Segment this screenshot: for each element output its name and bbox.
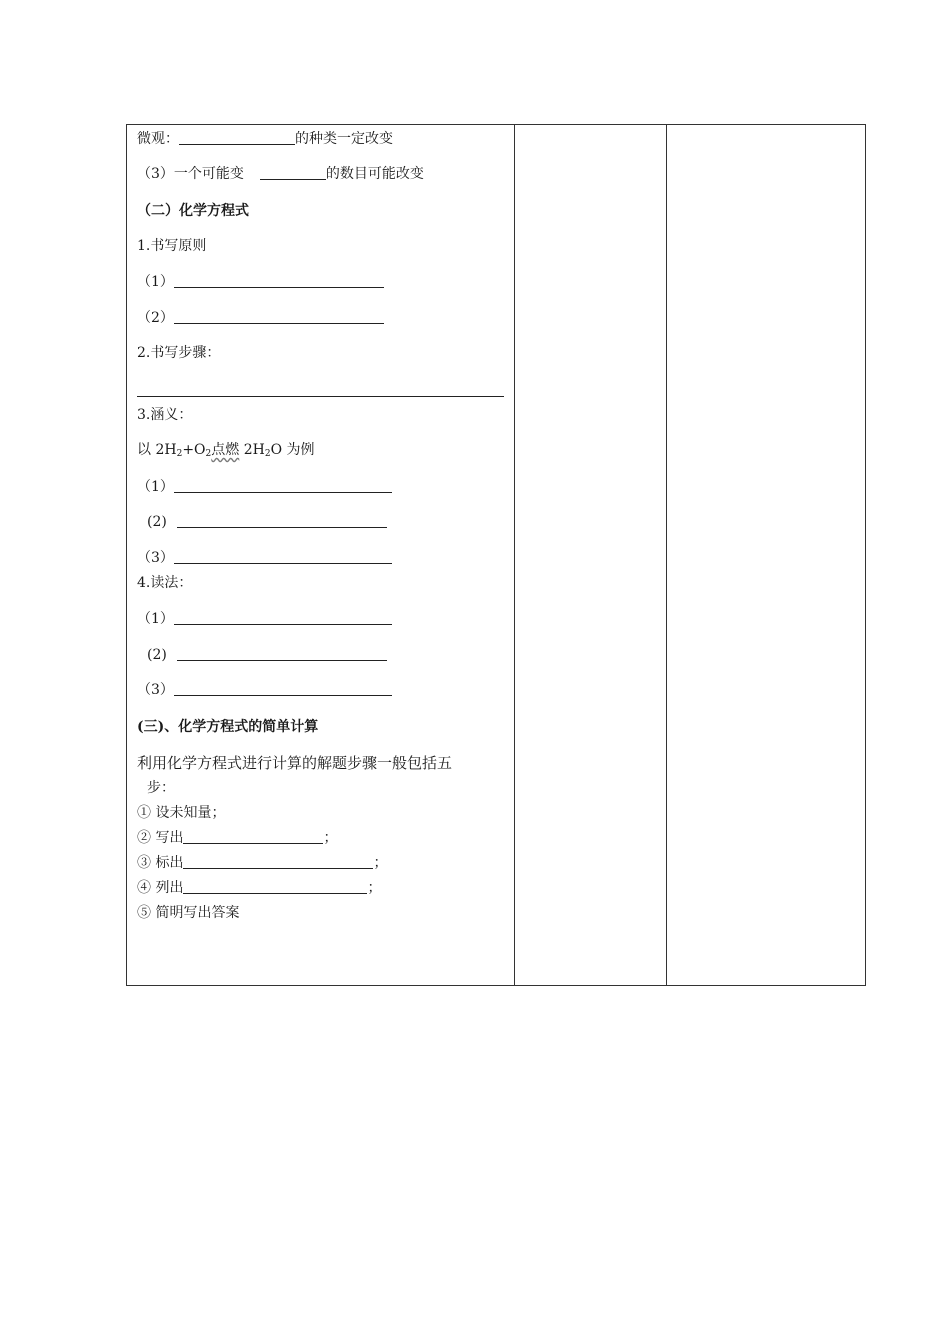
calc-step-3-suffix: ； — [373, 855, 388, 871]
calc-step-2-suffix: ； — [323, 830, 338, 846]
writing-steps-heading: 2.书写步骤： — [137, 345, 221, 361]
meaning-blank-1[interactable] — [174, 478, 392, 493]
item3-prefix: （3）一个可能变 — [137, 166, 244, 182]
item3-line — [137, 165, 424, 183]
calc-step-4 — [137, 879, 381, 897]
worksheet-table — [126, 124, 866, 986]
section3-title: (三)、化学方程式的简单计算 — [137, 719, 319, 735]
principle-item-1 — [137, 273, 384, 291]
calc-step-2 — [137, 829, 337, 847]
reading-item-2 — [137, 646, 387, 664]
calc-step-5: ⑤ 简明写出答案 — [137, 905, 240, 921]
reading-blank-1[interactable] — [174, 610, 392, 625]
calc-step-3 — [137, 854, 387, 872]
item3-blank[interactable] — [260, 165, 326, 180]
meaning-item-3 — [137, 549, 392, 567]
eq-mid: +O — [182, 442, 206, 458]
calc-step-1: ① 设未知量； — [137, 805, 226, 821]
meaning-item-1 — [137, 478, 392, 496]
calc-step-4-prefix: ④ 列出 — [137, 880, 184, 896]
calc-step-3-prefix: ③ 标出 — [137, 855, 184, 871]
meaning-item-3-label: （3） — [137, 550, 174, 566]
reading-blank-2[interactable] — [177, 646, 387, 661]
content-column — [127, 125, 515, 985]
eq-prefix: 以 2H — [137, 442, 177, 458]
column-divider-2 — [666, 125, 667, 985]
meaning-item-1-label: （1） — [137, 479, 174, 495]
calc-step-2-blank[interactable] — [183, 829, 323, 844]
principle-item-2-label: （2） — [137, 310, 174, 326]
meaning-blank-2[interactable] — [177, 513, 387, 528]
reading-item-1 — [137, 610, 392, 628]
reading-item-1-label: （1） — [137, 611, 174, 627]
eq-product: 2H — [239, 442, 265, 458]
micro-blank[interactable] — [179, 130, 295, 145]
micro-line — [137, 130, 393, 148]
calc-step-4-blank[interactable] — [183, 879, 367, 894]
meaning-heading: 3.涵义： — [137, 407, 193, 423]
reading-heading: 4.读法： — [137, 575, 193, 591]
calc-step-2-prefix: ② 写出 — [137, 830, 184, 846]
micro-prefix: 微观： — [137, 131, 179, 147]
section2-title: （二）化学方程式 — [137, 203, 249, 219]
principle-blank-1[interactable] — [174, 273, 384, 288]
eq-condition: 点燃 — [211, 442, 240, 458]
reading-item-3 — [137, 681, 392, 699]
calc-intro-line2: 步： — [147, 780, 175, 796]
reading-blank-3[interactable] — [174, 681, 392, 696]
reading-item-2-label: (2) — [147, 647, 167, 663]
writing-principle-heading: 1.书写原则 — [137, 238, 207, 254]
item3-suffix: 的数目可能改变 — [325, 166, 424, 182]
reading-item-3-label: （3） — [137, 682, 174, 698]
principle-item-1-label: （1） — [137, 274, 174, 290]
eq-sub3: 2 — [264, 449, 271, 459]
calc-step-4-suffix: ； — [367, 880, 382, 896]
equation-example — [137, 441, 315, 459]
principle-blank-2[interactable] — [174, 309, 384, 324]
eq-sub2: 2 — [205, 449, 212, 459]
principle-item-2 — [137, 309, 384, 327]
eq-product-end: O 为例 — [270, 442, 315, 458]
meaning-blank-3[interactable] — [174, 549, 392, 564]
eq-sub1: 2 — [176, 449, 183, 459]
meaning-item-2 — [137, 513, 387, 531]
calc-step-3-blank[interactable] — [183, 854, 373, 869]
writing-steps-blank[interactable] — [137, 396, 504, 397]
micro-suffix: 的种类一定改变 — [295, 131, 393, 147]
calc-intro-line1: 利用化学方程式进行计算的解题步骤一般包括五 — [137, 754, 453, 772]
meaning-item-2-label: (2) — [147, 514, 167, 530]
